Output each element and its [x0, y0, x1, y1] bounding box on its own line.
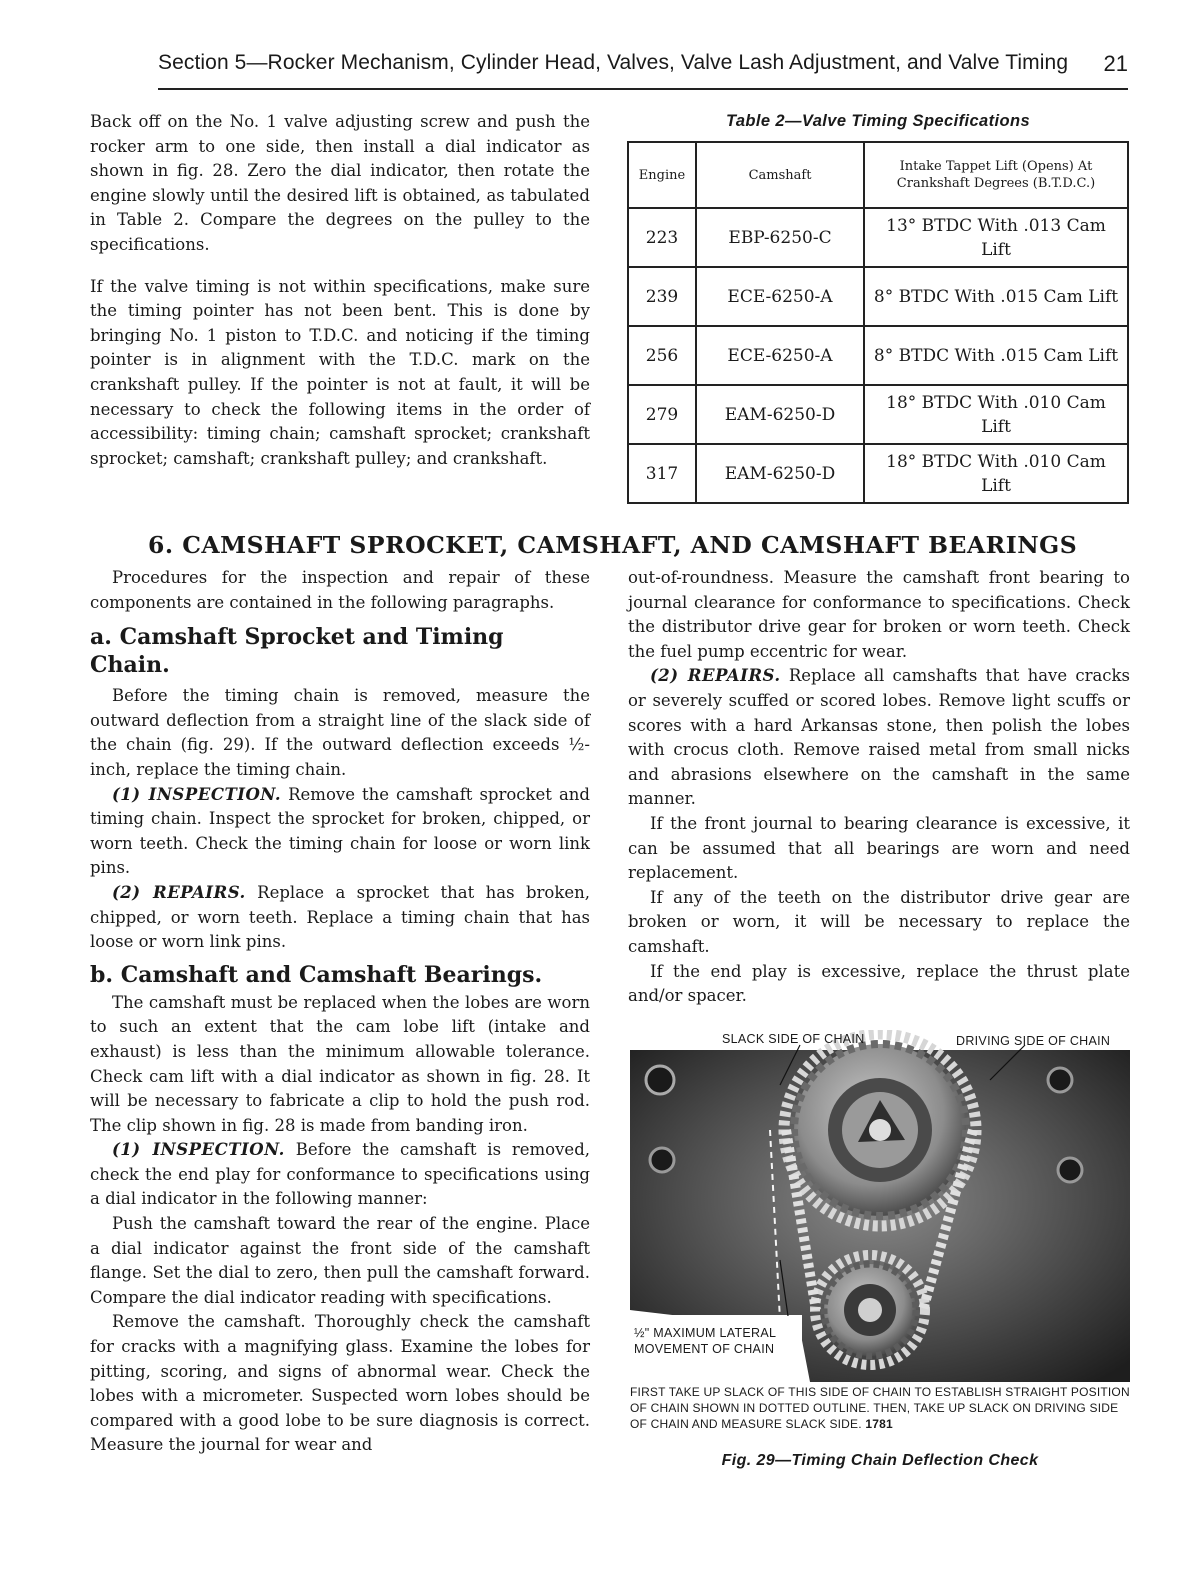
valve-timing-text	[90, 110, 590, 471]
column-header: Camshaft	[696, 142, 864, 208]
page-number: 21	[1103, 51, 1128, 76]
camshaft-cell: EBP-6250-C	[696, 208, 864, 267]
engine-cell: 223	[628, 208, 696, 267]
subsection-heading-a: a. Camshaft Sprocket and Timing Chain.	[90, 624, 504, 679]
column-header: Engine	[628, 142, 696, 208]
paragraph	[90, 881, 590, 955]
caption-text: FIRST TAKE UP SLACK OF THIS SIDE OF CHAIN TO ESTABLISH STRAIGHT POSITION OF CHAIN SHOWN IN DOTTED OUTLINE. THEN, TAKE UP SLACK ON DRIVING SIDE OF CHAIN AND MEASURE SLACK SIDE.	[630, 1385, 1130, 1431]
lift-cell: 8° BTDC With .015 Cam Lift	[864, 267, 1128, 326]
table-row	[628, 385, 1128, 444]
paragraph: Back off on the No. 1 valve adjusting screw and push the rocker arm to one side, then install a dial indicator as shown in fig. 28. Zero the dial indicator, then rotate the engine slowly until the desired lift is obtained, as tabulated in Table 2. Compare the degrees on the pulley to the specifications.	[90, 112, 590, 254]
subsection-heading-b: b. Camshaft and Camshaft Bearings.	[90, 961, 543, 988]
paragraph: If the end play is excessive, replace the thrust plate and/or spacer.	[628, 961, 1130, 1006]
lift-cell: 13° BTDC With .013 Cam Lift	[864, 208, 1128, 267]
repairs-text: Replace all camshafts that have cracks or severely scuffed or scored lobes. Remove light scuffs or scores with a hard Arkansas stone, then polish the lobes with crocus cloth. Remove raised metal from small nicks and abrasions elsewhere on the camshaft in the same manner.	[628, 666, 1131, 809]
camshaft-cell: EAM-6250-D	[696, 444, 864, 503]
engine-cell: 317	[628, 444, 696, 503]
section-heading: 6. CAMSHAFT SPROCKET, CAMSHAFT, AND CAMSHAFT BEARINGS	[148, 531, 1078, 559]
lift-cell: 18° BTDC With .010 Cam Lift	[864, 444, 1128, 503]
paragraph: If the valve timing is not within specifications, make sure the timing pointer has not been bent. This is done by bringing No. 1 piston to T.D.C. and noticing if the timing pointer is in alignment with the T.D.C. mark on the crankshaft pulley. If the pointer is not at fault, it will be necessary to check the following items in the order of accessibility: timing chain; camshaft sprocket; crankshaft sprocket; camshaft; crankshaft pulley; and crankshaft.	[90, 276, 590, 468]
table-header-row	[628, 142, 1128, 208]
slack-side-label: SLACK SIDE OF CHAIN	[722, 1032, 865, 1046]
engine-cell: 239	[628, 267, 696, 326]
lift-cell: 8° BTDC With .015 Cam Lift	[864, 326, 1128, 385]
paragraph	[90, 783, 590, 881]
camshaft-cell: ECE-6250-A	[696, 267, 864, 326]
paragraph: Remove the camshaft. Thoroughly check the camshaft for cracks with a magnifying glass. Examine the lobes for pitting, scoring, and signs of abnormal wear. Check the lobes with a micrometer. Suspected worn lobes should be compared with a good lobe to be sure diagnosis is correct. Measure the journal for wear and	[90, 1312, 590, 1455]
section-title: Section 5—Rocker Mechanism, Cylinder Head, Valves, Valve Lash Adjustment, and Valve Timing	[158, 51, 1069, 74]
inspection-label: (1) INSPECTION.	[112, 784, 282, 804]
engine-cell: 279	[628, 385, 696, 444]
repairs-label: (2) REPAIRS.	[650, 666, 781, 686]
paragraph: If the front journal to bearing clearance is excessive, it can be assumed that all bearings are worn and need replacement.	[628, 813, 1130, 883]
engine-cell: 256	[628, 326, 696, 385]
paragraph	[628, 664, 1130, 812]
paragraph: If any of the teeth on the distributor drive gear are broken or worn, it will be necessary to replace the camshaft.	[628, 887, 1130, 956]
table-row	[628, 267, 1128, 326]
repairs-text: Replace a sprocket that has broken, chipped, or worn teeth. Replace a timing chain that has loose or worn link pins.	[90, 882, 591, 952]
figure-code: 1781	[865, 1417, 893, 1431]
timing-chain-figure	[630, 1030, 1130, 1382]
column-header: Intake Tappet Lift (Opens) At Crankshaft Degrees (B.T.D.C.)	[864, 142, 1128, 208]
running-header	[158, 48, 1128, 90]
inspection-label: (1) INSPECTION.	[112, 1140, 285, 1160]
table-row	[628, 208, 1128, 267]
right-column	[628, 566, 1130, 1009]
table-row	[628, 444, 1128, 503]
camshaft-cell: ECE-6250-A	[696, 326, 864, 385]
paragraph: Procedures for the inspection and repair of these components are contained in the following paragraphs.	[90, 568, 590, 612]
paragraph: Before the timing chain is removed, measure the outward deflection from a straight line of the slack side of the chain (fig. 29). If the outward deflection exceeds ½-inch, replace the timing chain.	[90, 686, 590, 779]
table-row	[628, 326, 1128, 385]
lift-cell: 18° BTDC With .010 Cam Lift	[864, 385, 1128, 444]
table-title: Table 2—Valve Timing Specifications	[725, 112, 1031, 130]
repairs-label: (2) REPAIRS.	[112, 882, 246, 902]
left-column	[90, 566, 590, 1458]
inspection-text: Remove the camshaft sprocket and timing chain. Inspect the sprocket for broken, chipped, or worn teeth. Check the timing chain for loose or worn link pins.	[90, 784, 590, 878]
lateral-movement-label: ½" MAXIMUM LATERAL	[634, 1326, 777, 1340]
paragraph	[90, 1138, 590, 1212]
figure-title: Fig. 29—Timing Chain Deflection Check	[721, 1452, 1039, 1469]
figure-caption	[630, 1384, 1130, 1432]
lateral-movement-label: MOVEMENT OF CHAIN	[634, 1342, 775, 1356]
valve-timing-table	[627, 141, 1129, 504]
inspection-text: Before the camshaft is removed, check the end play for conformance to specifications using a dial indicator in the following manner:	[90, 1140, 591, 1209]
paragraph: out-of-roundness. Measure the camshaft front bearing to journal clearance for conformance to specifications. Check the distributor drive gear for broken or worn teeth. Check the fuel pump eccentric for wear.	[628, 568, 1130, 661]
driving-side-label: DRIVING SIDE OF CHAIN	[956, 1034, 1111, 1048]
camshaft-cell: EAM-6250-D	[696, 385, 864, 444]
paragraph: Push the camshaft toward the rear of the engine. Place a dial indicator against the front side of the camshaft flange. Set the dial to zero, then pull the camshaft forward. Compare the dial indicator reading with specifications.	[90, 1214, 590, 1307]
paragraph: The camshaft must be replaced when the lobes are worn to such an extent that the cam lobe lift (intake and exhaust) is less than the minimum allowable tolerance. Check cam lift with a dial indicator as shown in fig. 28. It will be necessary to fabricate a clip to hold the push rod. The clip shown in fig. 28 is made from banding iron.	[90, 992, 590, 1135]
